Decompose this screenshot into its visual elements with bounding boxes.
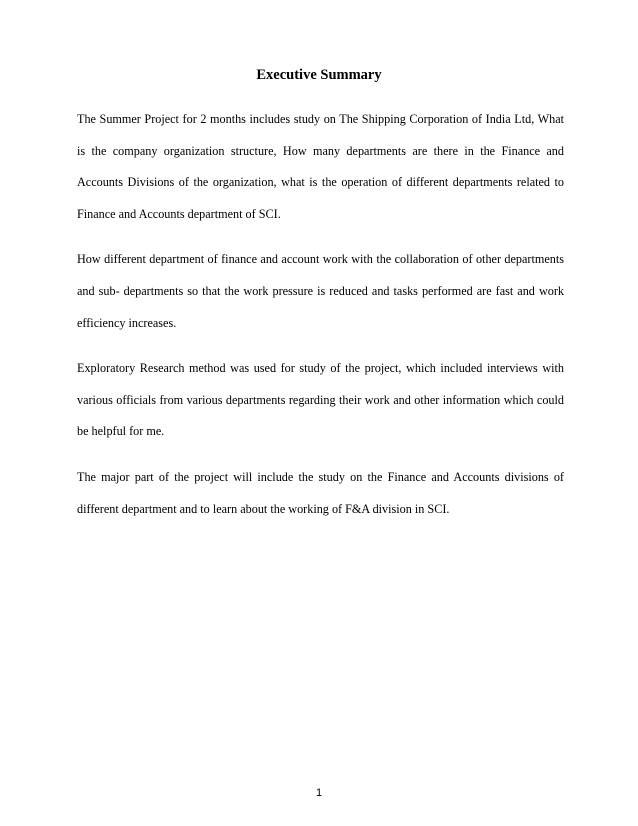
page-number: 1 bbox=[315, 787, 323, 799]
body-text bbox=[77, 104, 564, 539]
paragraph-department-collaboration: How different department of finance and account work with the collaboration of other departments and sub- departments so that the work pressure is reduced and tasks performed are fast and work efficiency increases. bbox=[77, 252, 564, 330]
paragraph-project-scope: The Summer Project for 2 months includes study on The Shipping Corporation of India Ltd, What is the company organization structure, How many departments are there in the Finance and Accounts Divisions of the organization, what is the operation of different departments related to Finance and Accounts department of SCI. bbox=[77, 112, 564, 221]
paragraph-research-method: Exploratory Research method was used for study of the project, which included interviews with various officials from various departments regarding their work and other information which could be helpful for me. bbox=[77, 361, 564, 439]
paragraph-project-focus: The major part of the project will include the study on the Finance and Accounts divisions of different department and to learn about the working of F&A division in SCI. bbox=[77, 469, 564, 516]
page-title: Executive Summary bbox=[256, 67, 382, 83]
